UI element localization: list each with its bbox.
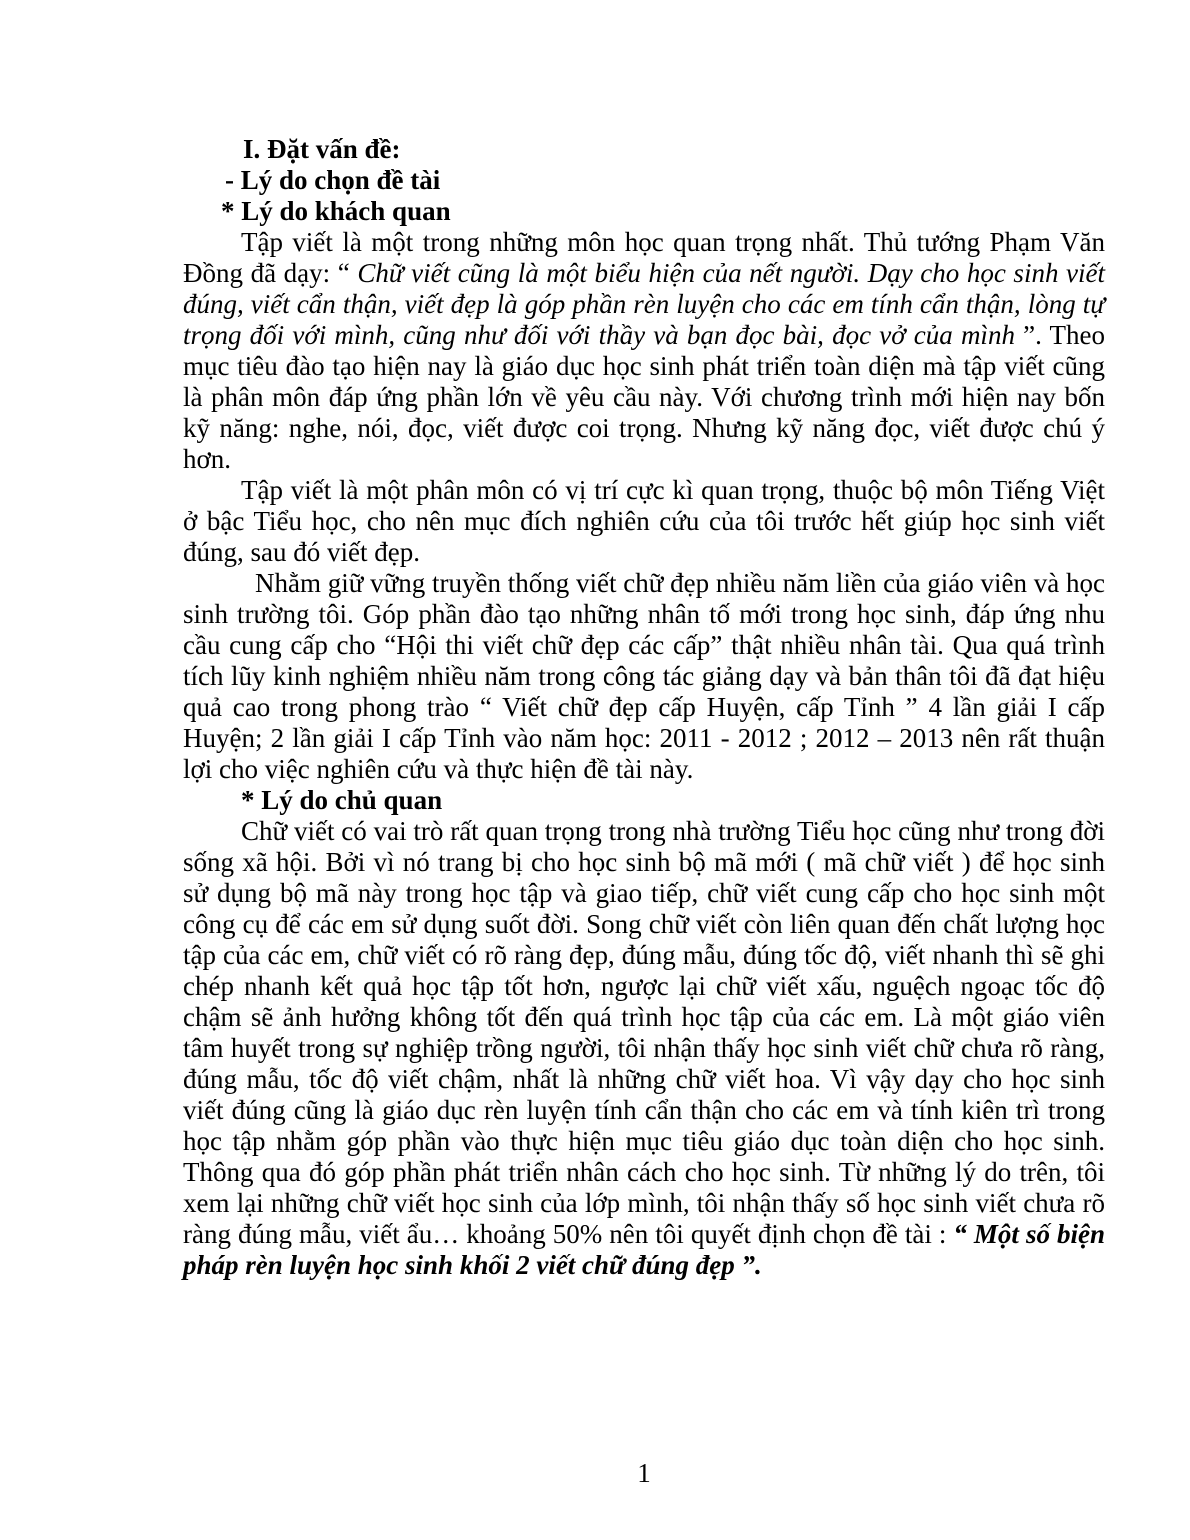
heading-problem-statement: I. Đặt vấn đề:	[243, 134, 401, 164]
heading-subjective-reason: * Lý do chủ quan	[241, 785, 443, 815]
text-run: Nhằm giữ vững truyền thống viết chữ đẹp nhiều năm liền của giáo viên và học sinh trường tôi. Góp phần đào tạo những nhân tố mới trong học sinh, đáp ứng nhu cầu cung cấp cho “Hội thi viết chữ đẹp các cấp” thật nhiều nhân tài. Qua quá trình tích lũy kinh nghiệm nhiều năm trong công tác giảng dạy và bản thân tôi đã đạt hiệu quả cao trong phong trào “ Viết chữ đẹp cấp Huyện, cấp Tỉnh ” 4 lần giải I cấp Huyện; 2 lần giải I cấp Tỉnh vào năm học: 2011 - 2012 ; 2012 – 2013 nên rất thuận lợi cho việc nghiên cứu và thực hiện đề tài này.	[183, 568, 1105, 784]
text-run: Tập viết là một trong những môn học quan trọng nhất. Thủ tướng Phạm Văn Đồng đã dạy: “	[183, 227, 1105, 288]
text-run: Tập viết là một phân môn có vị trí cực kì quan trọng, thuộc bộ môn Tiếng Việt ở bậc Tiểu học, cho nên mục đích nghiên cứu của tôi trước hết giúp học sinh viết đúng, sau đó viết đẹp.	[183, 475, 1105, 567]
text-run: ”. Theo mục tiêu đào tạo hiện nay là giáo dục học sinh phát triển toàn diện mà tập viết cũng là phân môn đáp ứng phần lớn về yêu cầu này. Với chương trình mới hiện nay bốn kỹ năng: nghe, nói, đọc, viết được coi trọng. Nhưng kỹ năng đọc, viết được chú ý hơn.	[183, 320, 1106, 474]
paragraph-subjective-1	[183, 816, 1105, 1281]
text-run: Chữ viết có vai trò rất quan trọng trong nhà trường Tiểu học cũng như trong đời sống xã hội. Bởi vì nó trang bị cho học sinh bộ mã mới ( mã chữ viết ) để học sinh sử dụng bộ mã này trong học tập và giao tiếp, chữ viết cung cấp cho học sinh một công cụ để các em sử dụng suốt đời. Song chữ viết còn liên quan đến chất lượng học tập của các em, chữ viết có rõ ràng đẹp, đúng mẫu, đúng tốc độ, viết nhanh thì sẽ ghi chép nhanh kết quả học tập tốt hơn, ngược lại chữ viết xấu, nguệch ngoạc tốc độ chậm sẽ ảnh hưởng không tốt đến quá trình học tập của các em. Là một giáo viên tâm huyết trong sự nghiệp trồng người, tôi nhận thấy học sinh viết chữ chưa rõ ràng, đúng mẫu, tốc độ viết chậm, nhất là những chữ viết hoa. Vì vậy dạy cho học sinh viết đúng cũng là giáo dục rèn luyện tính cẩn thận cho các em và tính kiên trì trong học tập nhằm góp phần vào thực hiện mục tiêu giáo dục toàn diện cho học sinh. Thông qua đó góp phần phát triển nhân cách cho học sinh. Từ những lý do trên, tôi xem lại những chữ viết học sinh của lớp mình, tôi nhận thấy số học sinh viết chưa rõ ràng đúng mẫu, viết ẩu… khoảng 50% nên tôi quyết định chọn đề tài :	[183, 816, 1105, 1249]
page-number: 1	[637, 1458, 651, 1488]
paragraph-objective-1	[183, 227, 1105, 475]
heading-objective-reason: * Lý do khách quan	[221, 196, 451, 226]
paragraph-objective-3	[183, 568, 1105, 785]
heading-reason-choose-topic: - Lý do chọn đề tài	[225, 165, 441, 195]
text-run-topic-title: “ Một số biện pháp rèn luyện học sinh khối 2 viết chữ đúng đẹp ”.	[183, 1219, 1105, 1280]
paragraph-objective-2	[183, 475, 1105, 568]
text-run-quote-italic: Chữ viết cũng là một biểu hiện của nết người. Dạy cho học sinh viết đúng, viết cẩn thận, viết đẹp là góp phần rèn luyện cho các em tính cẩn thận, lòng tự trọng đối với mình, cũng như đối với thầy và bạn đọc bài, đọc vở của mình	[183, 258, 1105, 350]
